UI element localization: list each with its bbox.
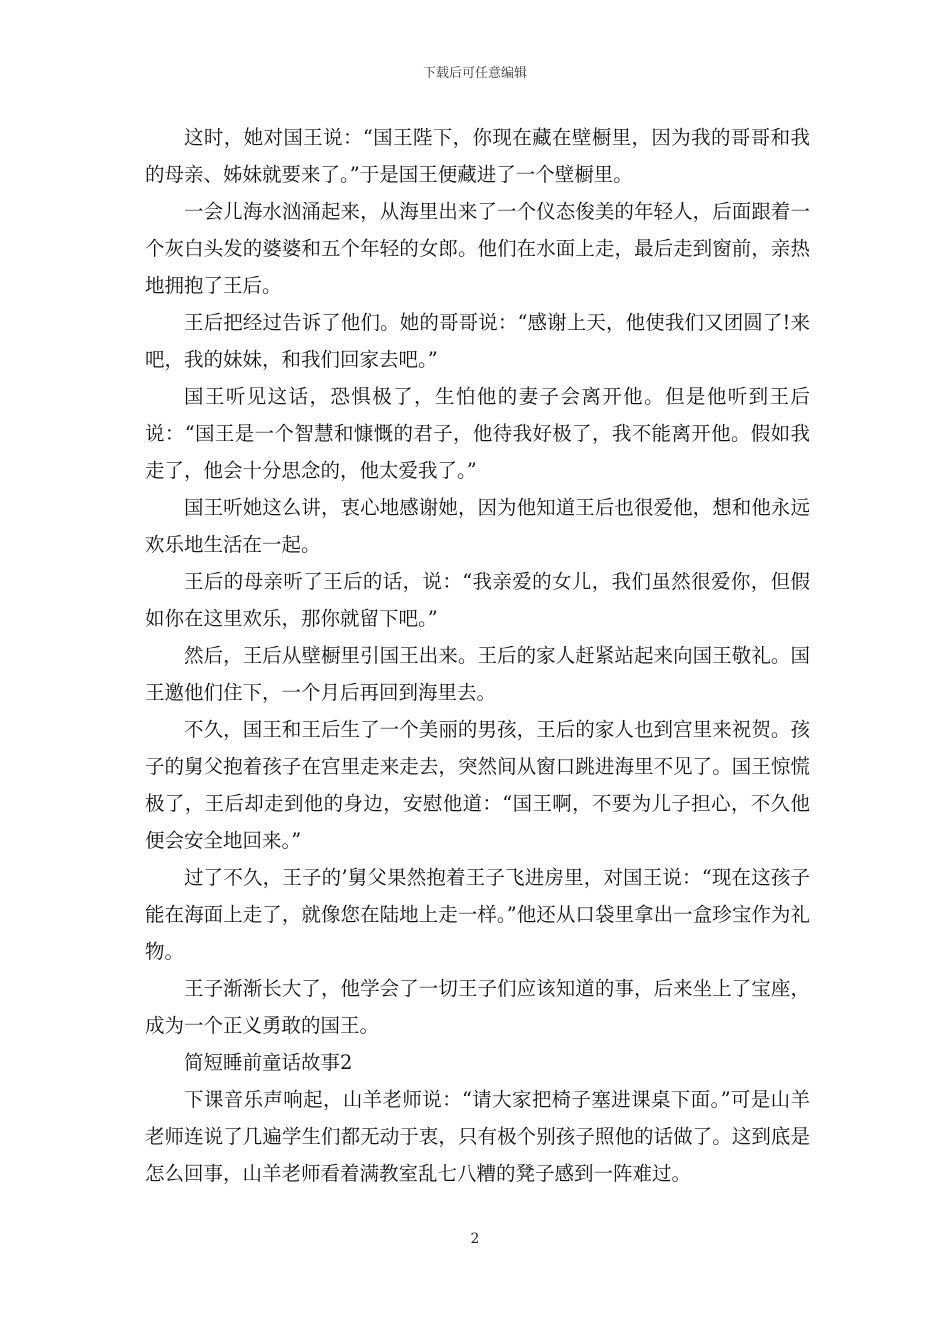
section-heading: 简短睡前童话故事2 xyxy=(184,1051,353,1074)
paragraph: 国王听她这么讲，衷心地感谢她，因为他知道王后也很爱他，想和他永远欢乐地生活在一起。 xyxy=(145,496,810,556)
paragraph: 王后把经过告诉了他们。她的哥哥说：“感谢上天，他使我们又团圆了!来吧，我的妹妹，和我们回家去吧。” xyxy=(145,311,810,371)
paragraph: 不久，国王和王后生了一个美丽的男孩，王后的家人也到宫里来祝贺。孩子的舅父抱着孩子在宫里走来走去，突然间从窗口跳进海里不见了。国王惊慌极了，王后却走到他的身边，安慰他道：“国王啊，不要为儿子担心，不久他便会安全地回来。” xyxy=(145,718,810,852)
document-body xyxy=(145,119,810,1192)
paragraph: 王子渐渐长大了，他学会了一切王子们应该知道的事，后来坐上了宝座，成为一个正义勇敢的国王。 xyxy=(145,977,810,1037)
paragraph: 这时，她对国王说：“国王陛下，你现在藏在壁橱里，因为我的哥哥和我的母亲、姊妹就要来了。”于是国王便藏进了一个壁橱里。 xyxy=(145,126,810,186)
page-header: 下载后可任意编辑 xyxy=(422,66,527,81)
paragraph: 国王听见这话，恐惧极了，生怕他的妻子会离开他。但是他听到王后说：“国王是一个智慧和慷慨的君子，他待我好极了，我不能离开他。假如我走了，他会十分思念的，他太爱我了。” xyxy=(145,385,810,482)
page-number: 2 xyxy=(470,1231,480,1247)
paragraph: 然后，王后从壁橱里引国王出来。王后的家人赶紧站起来向国王敬礼。国王邀他们住下，一个月后再回到海里去。 xyxy=(145,644,810,704)
paragraph: 过了不久，王子的’舅父果然抱着王子飞进房里，对国王说：“现在这孩子能在海面上走了，就像您在陆地上走一样。”他还从口袋里拿出一盒珍宝作为礼物。 xyxy=(145,866,810,963)
paragraph: 王后的母亲听了王后的话，说：“我亲爱的女儿，我们虽然很爱你，但假如你在这里欢乐，那你就留下吧。” xyxy=(145,570,810,630)
paragraph: 一会儿海水汹涌起来，从海里出来了一个仪态俊美的年轻人，后面跟着一个灰白头发的婆婆和五个年轻的女郎。他们在水面上走，最后走到窗前，亲热地拥抱了王后。 xyxy=(145,200,810,297)
paragraph: 下课音乐声响起，山羊老师说：“请大家把椅子塞进课桌下面。”可是山羊老师连说了几遍学生们都无动于衷，只有极个别孩子照他的话做了。这到底是怎么回事，山羊老师看着满教室乱七八糟的凳子感到一阵难过。 xyxy=(145,1088,810,1185)
